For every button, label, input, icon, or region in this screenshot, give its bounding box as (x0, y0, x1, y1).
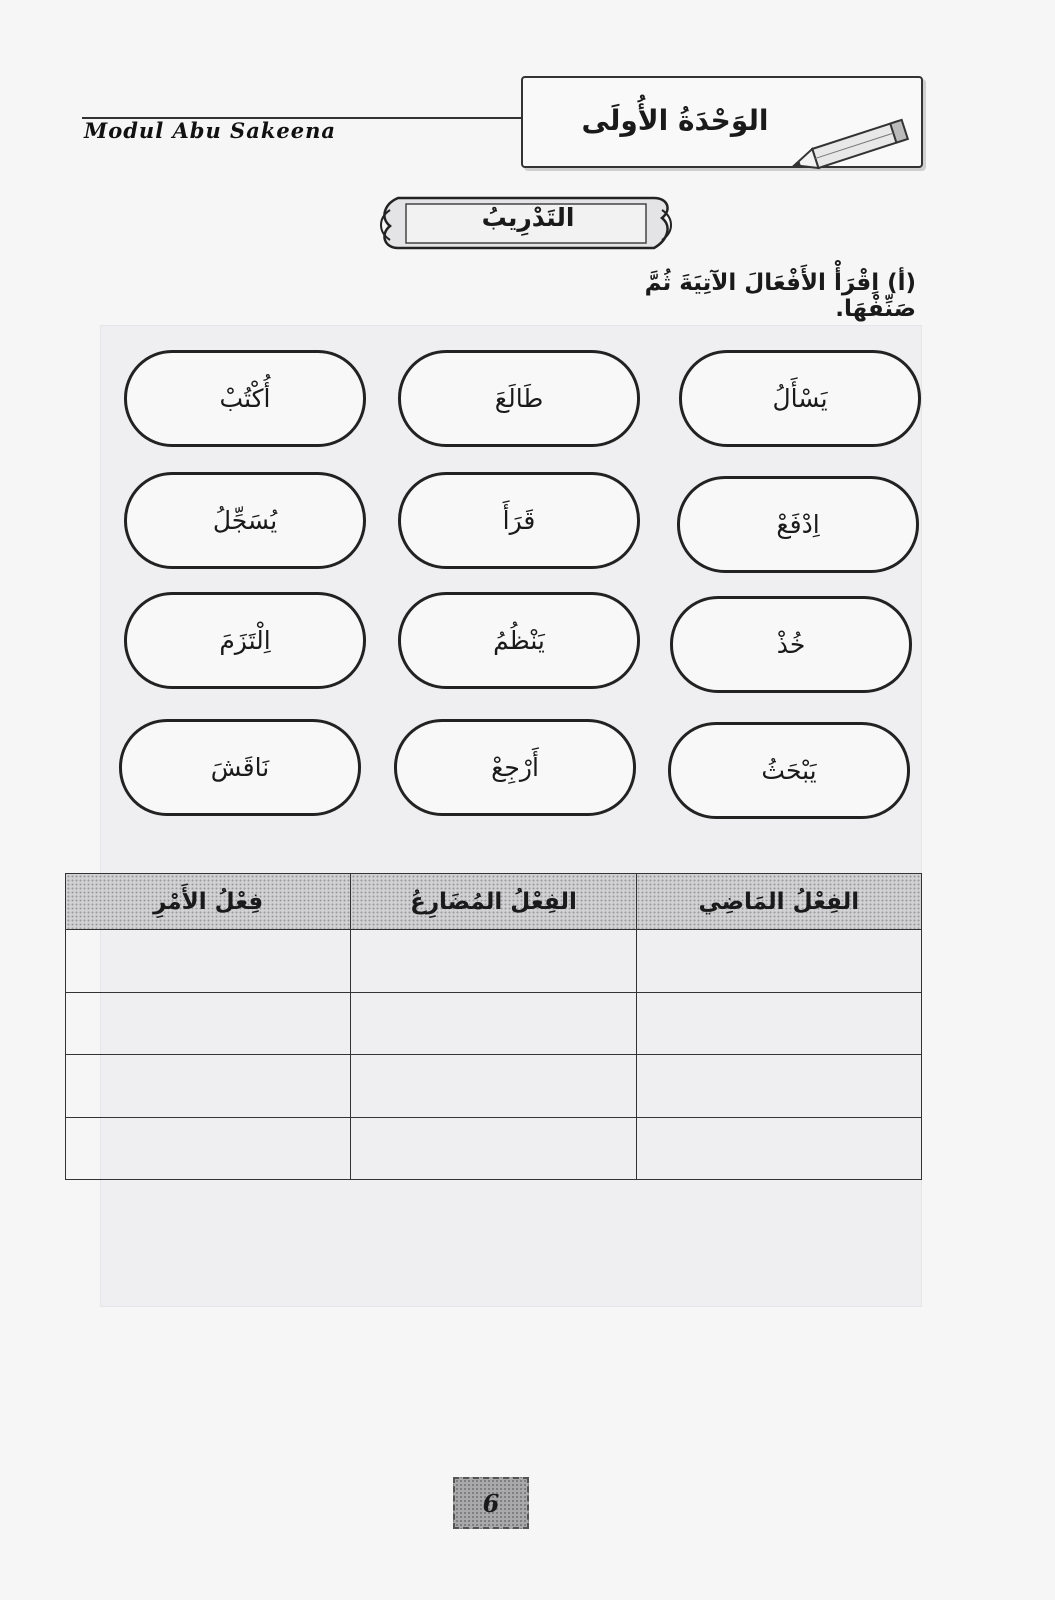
table-header-row (66, 874, 922, 930)
answer-cell[interactable] (351, 930, 636, 993)
answer-cell[interactable] (351, 1055, 636, 1118)
verb-pill: أَرْجِعْ (394, 719, 636, 816)
answer-cell[interactable] (636, 992, 921, 1055)
verb-pill: يُسَجِّلُ (124, 472, 366, 569)
verb-pill: اِلْتَزَمَ (124, 592, 366, 689)
verb-pill: أُكْتُبْ (124, 350, 366, 447)
module-brand: Modul Abu Sakeena (84, 118, 336, 143)
table-row (66, 1117, 922, 1180)
answer-cell[interactable] (636, 930, 921, 993)
verb-pill: طَالَعَ (398, 350, 640, 447)
table-row (66, 992, 922, 1055)
unit-title: الوَحْدَةُ الأُولَى (581, 104, 769, 137)
verb-pill: يَبْحَثُ (668, 722, 910, 819)
verb-pill: يَسْأَلُ (679, 350, 921, 447)
header-imperative: فِعْلُ الأَمْرِ (66, 874, 351, 930)
verb-pill: قَرَأَ (398, 472, 640, 569)
table-row (66, 930, 922, 993)
verb-pill: خُذْ (670, 596, 912, 693)
answer-cell[interactable] (66, 930, 351, 993)
pencil-icon (784, 118, 924, 178)
section-title: التَدْرِيبُ (481, 203, 575, 232)
answer-cell[interactable] (66, 992, 351, 1055)
exercise-instruction: (أ) اِقْرَأْ الأَفْعَالَ الآتِيَةَ ثُمَّ صَنِّفْهَا. (644, 270, 916, 322)
verb-pill: اِدْفَعْ (677, 476, 919, 573)
answer-cell[interactable] (351, 1117, 636, 1180)
verb-pill: نَاقَشَ (119, 719, 361, 816)
answer-cell[interactable] (636, 1055, 921, 1118)
answer-cell[interactable] (636, 1117, 921, 1180)
answer-cell[interactable] (351, 992, 636, 1055)
table-row (66, 1055, 922, 1118)
answer-cell[interactable] (66, 1055, 351, 1118)
page-number: 6 (453, 1477, 529, 1529)
header-past-tense: الفِعْلُ المَاضِي (636, 874, 921, 930)
answer-cell[interactable] (66, 1117, 351, 1180)
classification-table (65, 873, 922, 1180)
header-present-tense: الفِعْلُ المُضَارِعُ (351, 874, 636, 930)
verb-pill: يَنْظُمُ (398, 592, 640, 689)
